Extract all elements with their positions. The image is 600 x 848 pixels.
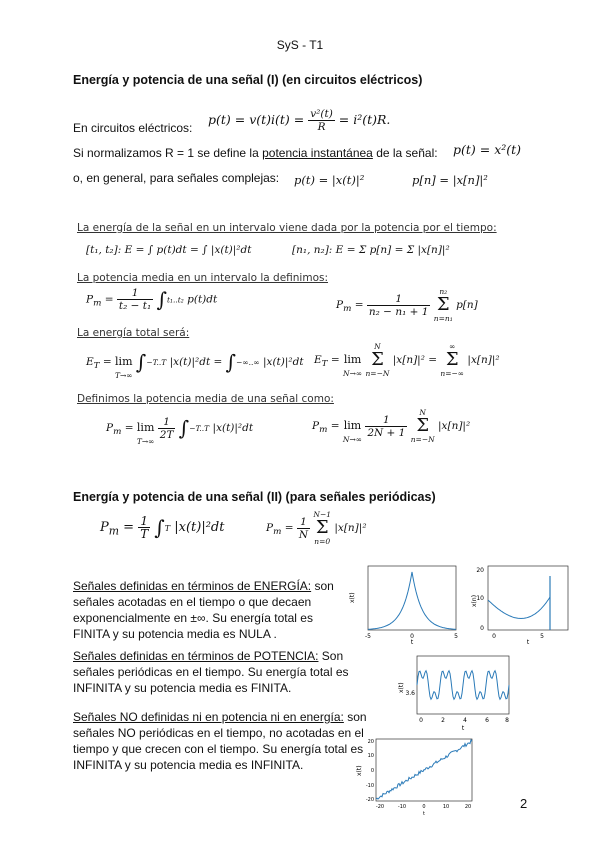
mean-power-caption: La potencia media en un intervalo la definimos:	[77, 272, 329, 284]
page-number: 2	[520, 796, 528, 811]
periodic-power-continuous: $P_m$ = $\frac{1}{T}$ ∫T |x(t)|²dt	[100, 514, 225, 541]
plot2-xtick-1: 5	[540, 633, 544, 640]
complex-formula-disc: p[n] = |x[n]|²	[412, 173, 488, 187]
periodic-power-discrete: $P_m$ = $\frac{1}{N}$ N−1 Σ n=0 |x[n]|²	[266, 510, 367, 546]
normalize-pre: Si normalizamos R = 1 se define la	[73, 146, 263, 160]
plot-power-periodic	[395, 650, 513, 732]
plot3-xtick-2: 4	[463, 717, 467, 724]
mean-power-def-continuous: $P_m$ = lim T→∞ $\frac{1}{2T}$ ∫−T..T |x(t)|²dt	[106, 415, 254, 446]
plot4-ytick-1: 10	[367, 753, 374, 759]
plot3-ytick-0: 3.6	[405, 690, 415, 697]
total-energy-discrete: $E_T$ = lim N→∞ N Σ n=−N |x[n]|² = ∞ Σ n=−∞ |x[n]|²	[314, 342, 500, 378]
plot-energy-discrete	[470, 560, 572, 644]
plot3-curve	[417, 671, 509, 699]
plot4-curve	[376, 740, 472, 799]
plot3-xtick-1: 2	[441, 717, 445, 724]
plot1-xtick-0: -5	[365, 633, 371, 640]
mean-power-def-discrete: $P_m$ = lim N→∞ $\frac{1}{2N + 1}$ N Σ n=−N |x[n]|²	[312, 408, 471, 444]
total-energy-continuous: $E_T$ = lim T→∞ ∫−T..T |x(t)|²dt = ∫−∞..∞ |x(t)|²dt	[86, 350, 304, 380]
plot1-ylabel: x(t)	[349, 592, 356, 603]
normalize-line	[73, 145, 438, 161]
normalize-post: de la señal:	[372, 146, 438, 160]
plot4-xtick-1: -10	[397, 804, 407, 810]
complex-text: o, en general, para señales complejas:	[73, 171, 280, 185]
plot4-xtick-0: -20	[375, 804, 385, 810]
plot3-ylabel: x(t)	[398, 682, 405, 693]
power-signals-paragraph	[73, 648, 385, 696]
energy-interval-continuous: [t₁, t₂]: E = ∫ p(t)dt = ∫ |x(t)|²dt	[86, 244, 252, 256]
plot1-curve	[368, 572, 456, 629]
plot1-xlabel: t	[410, 639, 414, 644]
plot1-xtick-1: 0	[410, 633, 414, 640]
plot2-ytick-2: 20	[476, 567, 484, 574]
mean-power-discrete: $P_m$ = $\frac{1}{\text{n₂ − n₁ + 1}}$ n₂ Σ n=n₁ p[n]	[336, 287, 478, 323]
plot-growing-ramp	[352, 735, 478, 817]
neither-signals-title: Señales NO definidas ni en potencia ni en energía:	[73, 710, 344, 724]
plot3-xtick-3: 6	[485, 717, 489, 724]
plot3-xtick-0: 0	[419, 717, 423, 724]
plot1-xtick-2: 5	[454, 633, 458, 640]
plot4-ytick-0: 20	[367, 739, 374, 745]
energy-interval-caption: La energía de la señal en un intervalo viene dada por la potencia por el tiempo:	[77, 222, 497, 234]
complex-formula-cont: p(t) = |x(t)|²	[294, 173, 365, 187]
plot2-frame	[488, 566, 568, 630]
section-title-2: Energía y potencia de una señal (II) (para señales periódicas)	[73, 490, 436, 504]
plot-energy-continuous	[348, 560, 460, 644]
plot2-ytick-1: 10	[476, 595, 484, 602]
power-signals-text: Son señales periódicas en el tiempo. Su energía total es INFINITA y su potencia media es FINITA.	[73, 649, 349, 695]
plot4-ytick-4: -20	[365, 797, 374, 803]
plot3-xtick-4: 8	[505, 717, 509, 724]
page-header: SyS - T1	[276, 38, 324, 52]
plot4-ylabel: x(t)	[356, 765, 363, 776]
plot4-xtick-4: 20	[464, 804, 472, 810]
energy-signals-title: Señales definidas en términos de ENERGÍA:	[73, 579, 312, 593]
plot4-xtick-2: 0	[422, 804, 426, 810]
plot1-frame	[368, 566, 456, 630]
plot2-ytick-0: 0	[480, 625, 484, 632]
plot4-ytick-2: 0	[370, 768, 374, 774]
section-title-1: Energía y potencia de una señal (I) (en circuitos eléctricos)	[73, 73, 423, 87]
plot4-xtick-3: 10	[442, 804, 450, 810]
plot2-xtick-0: 0	[492, 633, 496, 640]
plot4-ytick-3: -10	[365, 783, 374, 789]
mean-power-def-caption: Definimos la potencia media de una señal como:	[77, 393, 334, 405]
energy-interval-discrete: [n₁, n₂]: E = Σ p[n] = Σ |x[n]|²	[292, 244, 450, 256]
circuits-formula: p(t) = v(t)i(t) = $\frac{\text{v²(t)}}{R}$ = i²(t)R.	[208, 108, 391, 133]
instant-power-formula: p(t) = x²(t)	[453, 142, 522, 157]
instant-power-link: potencia instantánea	[262, 146, 373, 160]
plot2-curve	[488, 597, 550, 619]
circuits-text: En circuitos eléctricos:	[73, 121, 193, 135]
energy-signals-paragraph	[73, 578, 341, 642]
neither-signals-paragraph	[73, 709, 385, 773]
energy-signals-text: son señales acotadas en el tiempo o que decaen exponencialmente en ±∞. Su energía total es FINITA y su potencia media es NULA .	[73, 579, 334, 641]
plot3-xlabel: t	[461, 725, 465, 732]
plot4-xlabel: t	[423, 811, 425, 817]
plot2-ylabel: x(n)	[471, 594, 478, 607]
plot2-xlabel: t	[526, 639, 530, 644]
mean-power-continuous: $P_m$ = $\frac{1}{\text{t₂ − t₁}}$ ∫t₁..t₂ p(t)dt	[86, 287, 218, 312]
power-signals-title: Señales definidas en términos de POTENCIA:	[73, 649, 319, 663]
total-energy-caption: La energía total será:	[77, 327, 190, 339]
neither-signals-text: son señales NO periódicas en el tiempo, no acotadas en el tiempo y que crecen con el tiempo. Su energía total es INFINITA y su potencia media es INFINITA.	[73, 710, 367, 772]
